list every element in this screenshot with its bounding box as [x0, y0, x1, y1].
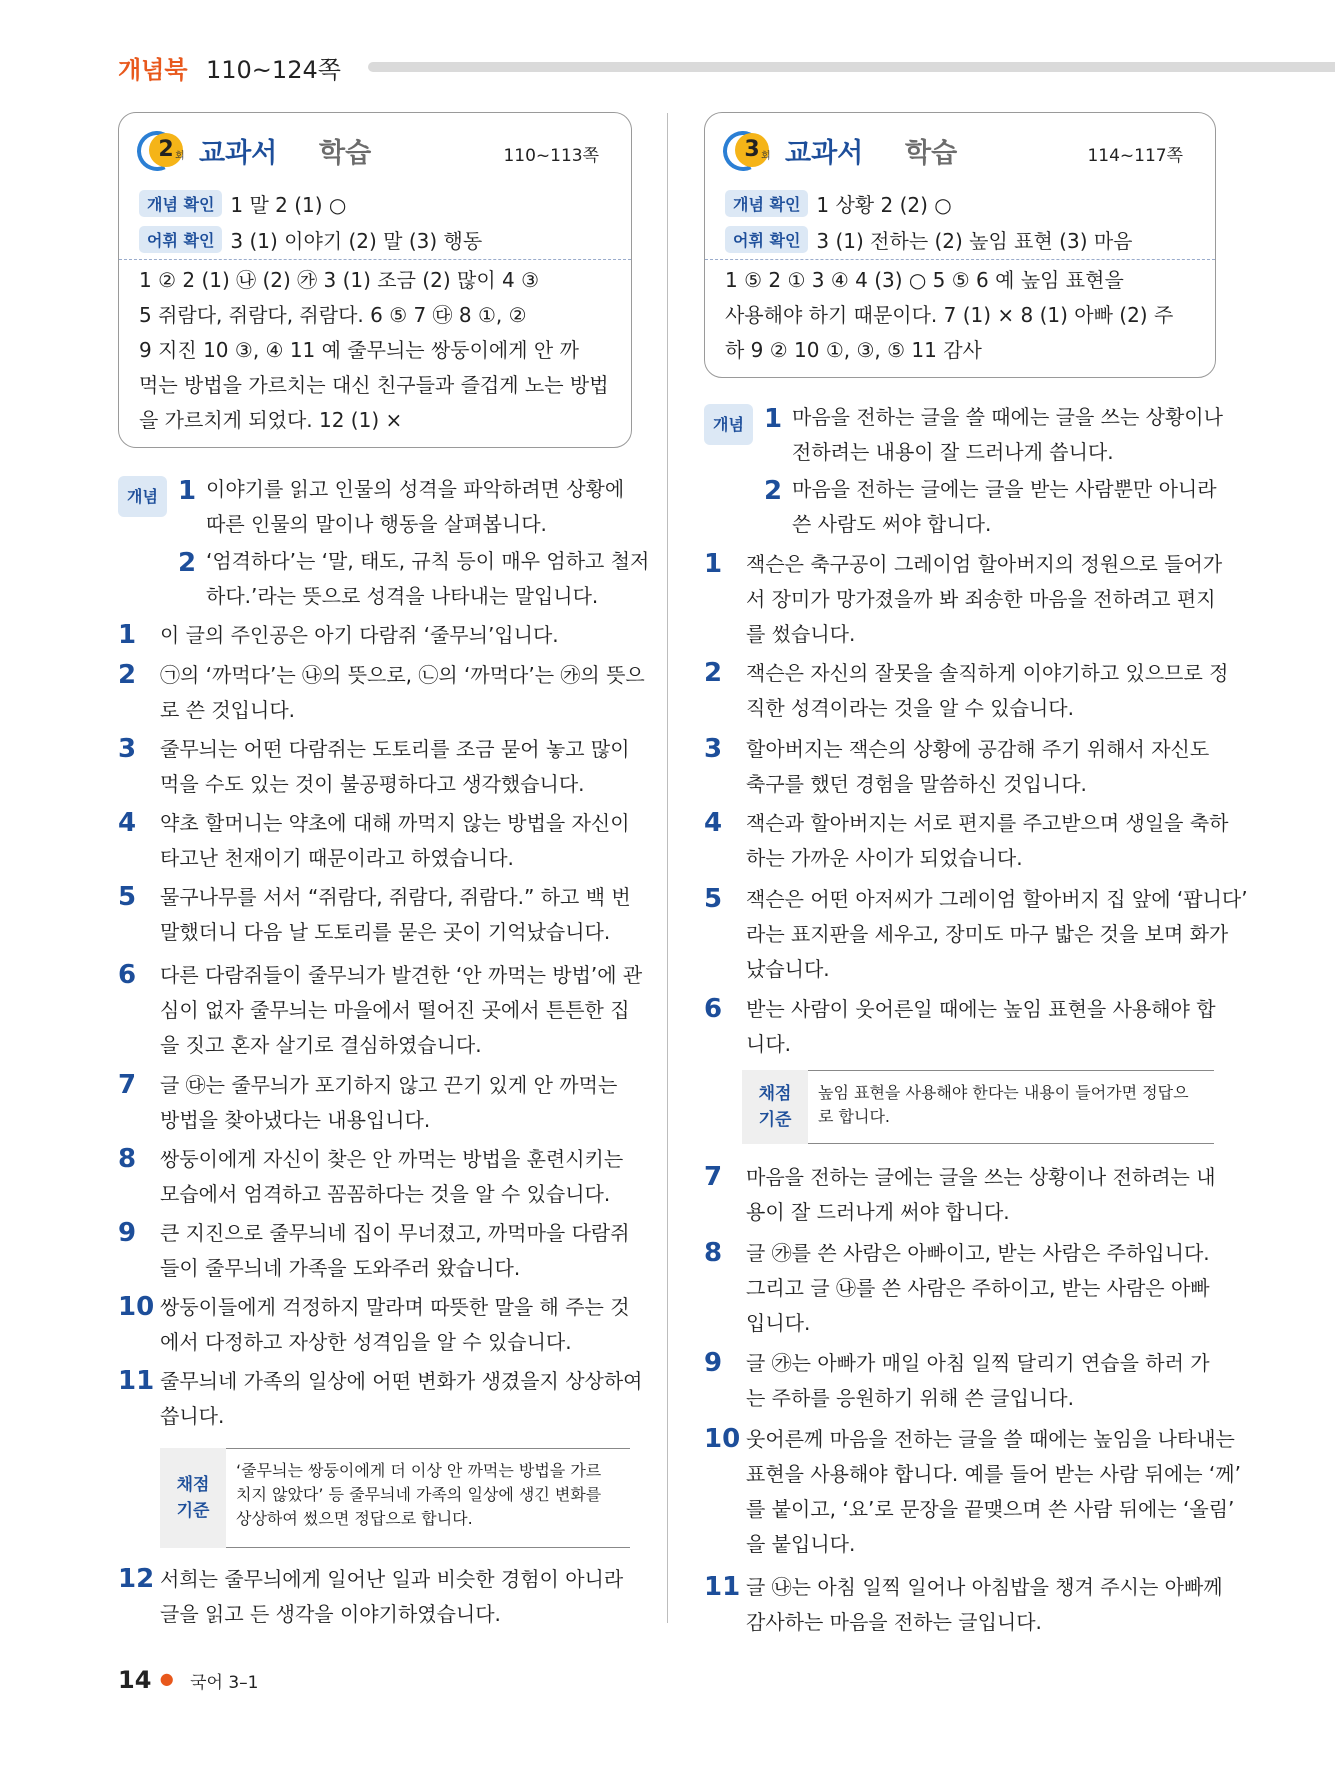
item-number: 12 — [118, 1564, 155, 1594]
item-number: 1 — [704, 549, 723, 579]
item-text: 큰 지진으로 줄무늬네 집이 무너졌고, 까먹마을 다람쥐 들이 줄무늬네 가족을 도와주러 왔습니다. — [160, 1221, 630, 1280]
item-text: 물구나무를 서서 “쥐람다, 쥐람다, 쥐람다.” 하고 백 번 말했더니 다음 날 도토리를 묻은 곳이 기억났습니다. — [160, 885, 631, 944]
item-text: 할아버지는 잭슨의 상황에 공감해 주기 위해서 자신도 축구를 했던 경험을 말씀하신 것입니다. — [746, 737, 1210, 796]
grading-criteria-right — [742, 1070, 1214, 1144]
answer-line: 먹는 방법을 가르치는 대신 친구들과 즐겁게 노는 방법 — [139, 373, 609, 397]
item-number: 3 — [704, 734, 723, 764]
item-number: 3 — [118, 734, 137, 764]
item-text: 쌍둥이들에게 걱정하지 말라며 따뜻한 말을 해 주는 것 에서 다정하고 자상한 성격임을 알 수 있습니다. — [160, 1295, 630, 1354]
box-title-a: 교과서 — [785, 138, 864, 169]
item-number: 8 — [118, 1144, 137, 1174]
answer-box-2 — [118, 112, 632, 448]
item-number: 11 — [704, 1572, 741, 1602]
moon-badge-icon: 3 회 — [723, 129, 769, 175]
item-text: 줄무늬네 가족의 일상에 어떤 변화가 생겼을지 상상하여 씁니다. — [160, 1369, 643, 1428]
vocab-check-text: 3 (1) 이야기 (2) 말 (3) 행동 — [230, 229, 483, 253]
item-number: 9 — [118, 1218, 137, 1248]
column-divider — [667, 113, 668, 1623]
item-number: 4 — [704, 808, 723, 838]
answer-line: 사용해야 하기 때문이다. 7 (1) × 8 (1) 아빠 (2) 주 — [725, 303, 1174, 327]
item-text: 잭슨과 할아버지는 서로 편지를 주고받으며 생일을 축하 하는 가까운 사이가 되었습니다. — [746, 811, 1229, 870]
item-number: 10 — [704, 1424, 741, 1454]
concept-check-row — [725, 189, 952, 218]
dashed-divider — [119, 259, 631, 260]
item-text: 잭슨은 자신의 잘못을 솔직하게 이야기하고 있으므로 정 직한 성격이라는 것을 알 수 있습니다. — [746, 661, 1229, 720]
concept-tag: 개념 — [704, 404, 753, 445]
answer-line: 1 ⑤ 2 ① 3 ④ 4 (3) ○ 5 ⑤ 6 예 높임 표현을 — [725, 268, 1124, 292]
item-text: 웃어른께 마음을 전하는 글을 쓸 때에는 높임을 나타내는 표현을 사용해야 합니다. 예를 들어 받는 사람 뒤에는 ‘께’ 를 붙이고, ‘요’로 문장을 끝맺으며 쓴 사람 뒤에는 ‘올림’ 을 붙입니다. — [746, 1427, 1241, 1556]
vocab-check-tag: 어휘 확인 — [139, 226, 222, 253]
item-text: ㉠의 ‘까먹다’는 ㉯의 뜻으로, ㉡의 ‘까먹다’는 ㉮의 뜻으 로 쓴 것입니다. — [160, 663, 645, 722]
concept-check-text: 1 말 2 (1) ○ — [230, 193, 347, 217]
item-text: 글 ㉮를 쓴 사람은 아빠이고, 받는 사람은 주하입니다. 그리고 글 ㉯를 쓴 사람은 주하이고, 받는 사람은 아빠 입니다. — [746, 1241, 1210, 1335]
header-rule — [368, 62, 1335, 72]
item-text: 글 ㉮는 아빠가 매일 아침 일찍 달리기 연습을 하러 가 는 주하를 응원하기 위해 쓴 글입니다. — [746, 1351, 1210, 1410]
vocab-check-row — [725, 225, 1133, 254]
vocab-check-text: 3 (1) 전하는 (2) 높임 표현 (3) 마음 — [816, 229, 1133, 253]
answer-box-3 — [704, 112, 1216, 378]
item-text: 이 글의 주인공은 아기 다람쥐 ‘줄무늬’입니다. — [160, 623, 559, 647]
box-pages: 110~113쪽 — [503, 146, 599, 166]
item-number: 4 — [118, 808, 137, 838]
page-footer — [118, 1666, 258, 1694]
footer-subject: 국어 3–1 — [190, 1673, 259, 1693]
concept-tag: 개념 — [118, 476, 167, 517]
item-number: 6 — [118, 960, 137, 990]
item-text: 글 ㉰는 줄무늬가 포기하지 않고 끈기 있게 안 까먹는 방법을 찾아냈다는 내용입니다. — [160, 1073, 618, 1132]
concept-check-tag: 개념 확인 — [139, 190, 222, 217]
item-number: 2 — [118, 660, 137, 690]
answer-line: 1 ② 2 (1) ㉯ (2) ㉮ 3 (1) 조금 (2) 많이 4 ③ — [139, 268, 540, 292]
item-text: 잭슨은 어떤 아저씨가 그레이엄 할아버지 집 앞에 ‘팝니다’ 라는 표지판을 세우고, 장미도 마구 밟은 것을 보며 화가 났습니다. — [746, 887, 1248, 981]
answer-line: 5 쥐람다, 쥐람다, 쥐람다. 6 ⑤ 7 ㉰ 8 ①, ② — [139, 303, 527, 327]
item-text: 쌍둥이에게 자신이 찾은 안 까먹는 방법을 훈련시키는 모습에서 엄격하고 꼼꼼하다는 것을 알 수 있습니다. — [160, 1147, 624, 1206]
header-label: 개념북 — [118, 56, 188, 84]
item-text: 서희는 줄무늬에게 일어난 일과 비슷한 경험이 아니라 글을 읽고 든 생각을 이야기하였습니다. — [160, 1567, 624, 1626]
item-number: 7 — [118, 1070, 137, 1100]
item-text: 줄무늬는 어떤 다람쥐는 도토리를 조금 묻어 놓고 많이 먹을 수도 있는 것이 불공평하다고 생각했습니다. — [160, 737, 630, 796]
item-text: 마음을 전하는 글에는 글을 쓰는 상황이나 전하려는 내 용이 잘 드러나게 써야 합니다. — [746, 1165, 1216, 1224]
item-number: 5 — [118, 882, 137, 912]
item-number: 1 — [118, 620, 137, 650]
box-title-b: 학습 — [905, 138, 958, 169]
item-text: 잭슨은 축구공이 그레이엄 할아버지의 정원으로 들어가 서 장미가 망가졌을까 봐 죄송한 마음을 전하려고 편지 를 썼습니다. — [746, 552, 1223, 646]
answer-line: 9 지진 10 ③, ④ 11 예 줄무늬는 쌍둥이에게 안 까 — [139, 338, 579, 362]
item-text: 받는 사람이 웃어른일 때에는 높임 표현을 사용해야 합 니다. — [746, 997, 1216, 1056]
item-number: 11 — [118, 1366, 155, 1396]
item-number: 7 — [704, 1162, 723, 1192]
page-header — [118, 48, 1335, 88]
concept-check-row — [139, 189, 346, 218]
item-number: 9 — [704, 1348, 723, 1378]
box-title — [137, 129, 613, 173]
item-number: 6 — [704, 994, 723, 1024]
grading-criteria-text: 높임 표현을 사용해야 한다는 내용이 들어가면 정답으 로 합니다. — [808, 1070, 1214, 1144]
answer-lines — [725, 263, 1199, 368]
box-pages: 114~117쪽 — [1087, 146, 1183, 166]
item-number: 8 — [704, 1238, 723, 1268]
box-title-b: 학습 — [319, 138, 372, 169]
grading-criteria-text: ‘줄무늬는 쌍둥이에게 더 이상 안 까먹는 방법을 가르 치지 않았다’ 등 줄무늬네 가족의 일상에 생긴 변화를 상상하여 썼으면 정답으로 합니다. — [226, 1448, 630, 1548]
answer-line: 을 가르치게 되었다. 12 (1) × — [139, 408, 403, 432]
item-text: 약초 할머니는 약초에 대해 까먹지 않는 방법을 자신이 타고난 천재이기 때문이라고 하였습니다. — [160, 811, 630, 870]
item-number: 10 — [118, 1292, 155, 1322]
footer-dot-icon: ● — [159, 1669, 174, 1688]
vocab-check-row — [139, 225, 482, 254]
moon-badge-icon: 2 회 — [137, 129, 183, 175]
item-text: 글 ㉯는 아침 일찍 일어나 아침밥을 챙겨 주시는 아빠께 감사하는 마음을 전하는 글입니다. — [746, 1575, 1223, 1634]
vocab-check-tag: 어휘 확인 — [725, 226, 808, 253]
box-title-a: 교과서 — [199, 138, 278, 169]
grading-criteria-left — [160, 1448, 630, 1548]
item-number: 2 — [704, 658, 723, 688]
item-text: 다른 다람쥐들이 줄무늬가 발견한 ‘안 까먹는 방법’에 관 심이 없자 줄무늬는 마을에서 떨어진 곳에서 튼튼한 집 을 짓고 혼자 살기로 결심하였습니다. — [160, 963, 643, 1057]
grading-criteria-label: 채점 기준 — [160, 1448, 226, 1548]
answer-line: 하 9 ② 10 ①, ③, ⑤ 11 감사 — [725, 338, 982, 362]
item-number: 5 — [704, 884, 723, 914]
answer-lines — [139, 263, 615, 438]
dashed-divider — [705, 259, 1215, 260]
header-pages: 110~124쪽 — [206, 56, 341, 84]
concept-check-tag: 개념 확인 — [725, 190, 808, 217]
box-title — [723, 129, 1197, 173]
grading-criteria-label: 채점 기준 — [742, 1070, 808, 1144]
page-number: 14 — [118, 1666, 152, 1694]
concept-check-text: 1 상황 2 (2) ○ — [816, 193, 952, 217]
